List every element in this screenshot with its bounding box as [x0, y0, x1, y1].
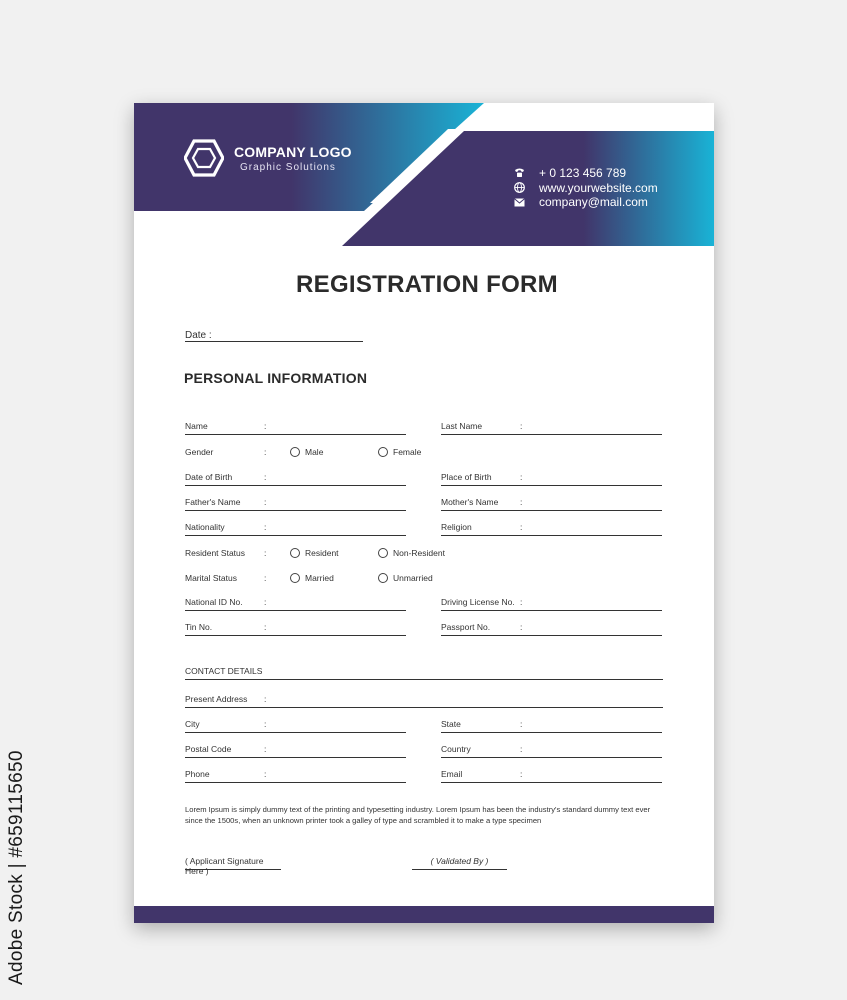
email-label: Email: [441, 769, 463, 779]
state-field[interactable]: [441, 719, 662, 733]
colon: :: [264, 744, 267, 754]
company-logo: [184, 139, 352, 177]
phone-icon: [514, 168, 525, 178]
religion-label: Religion: [441, 522, 472, 532]
colon: :: [520, 622, 523, 632]
lorem-paragraph: Lorem Ipsum is simply dummy text of the printing and typesetting industry. Lorem Ipsum has been the industry's standard dummy text ever since the 1500s, when an unknown printer took a galley of type and scrambled it to make a type specimen: [185, 805, 651, 825]
resident-label: Resident: [305, 548, 339, 558]
name-label: Name: [185, 421, 208, 431]
stock-id-watermark: Adobe Stock | #659115650: [6, 750, 27, 985]
colon: :: [264, 622, 267, 632]
present-address-label: Present Address: [185, 694, 248, 704]
resident-status-label: Resident Status: [185, 548, 246, 558]
driving-license-label: Driving License No.: [441, 597, 515, 607]
marital-status-row: [185, 572, 663, 586]
colon: :: [264, 472, 267, 482]
colon: :: [520, 472, 523, 482]
contact-phone-row: [514, 166, 658, 181]
contact-details-heading: CONTACT DETAILS: [185, 666, 663, 680]
married-label: Married: [305, 573, 334, 583]
female-label: Female: [393, 447, 422, 457]
phone-label: Phone: [185, 769, 210, 779]
colon: :: [264, 694, 267, 704]
state-label: State: [441, 719, 461, 729]
colon: :: [264, 719, 267, 729]
place-of-birth-label: Place of Birth: [441, 472, 492, 482]
colon: :: [264, 522, 267, 532]
radio-circle[interactable]: [378, 573, 388, 583]
religion-field[interactable]: [441, 522, 662, 536]
male-radio[interactable]: [290, 447, 323, 457]
tin-field[interactable]: [185, 622, 406, 636]
postal-code-label: Postal Code: [185, 744, 232, 754]
nationality-field[interactable]: [185, 522, 406, 536]
validated-by-label: ( Validated By ): [430, 856, 489, 866]
country-label: Country: [441, 744, 471, 754]
resident-radio[interactable]: [290, 548, 339, 558]
colon: :: [520, 421, 523, 431]
resident-status-row: [185, 547, 663, 561]
non-resident-label: Non-Resident: [393, 548, 445, 558]
country-field[interactable]: [441, 744, 662, 758]
email-field[interactable]: [441, 769, 662, 783]
radio-circle[interactable]: [378, 447, 388, 457]
colon: :: [264, 548, 267, 558]
colon: :: [264, 497, 267, 507]
contact-website-row: [514, 181, 658, 196]
non-resident-radio[interactable]: [378, 548, 445, 558]
colon: :: [264, 421, 267, 431]
radio-circle[interactable]: [378, 548, 388, 558]
gender-row: [185, 446, 663, 460]
colon: :: [520, 769, 523, 779]
envelope-icon: [514, 198, 525, 207]
contact-phone: + 0 123 456 789: [539, 166, 627, 181]
mothers-name-field[interactable]: [441, 497, 662, 511]
colon: :: [520, 719, 523, 729]
female-radio[interactable]: [378, 447, 421, 457]
city-label: City: [185, 719, 200, 729]
contact-email-row: [514, 195, 658, 210]
colon: :: [520, 597, 523, 607]
city-field[interactable]: [185, 719, 406, 733]
contact-block: [514, 166, 658, 210]
date-of-birth-field[interactable]: [185, 472, 406, 486]
fathers-name-label: Father's Name: [185, 497, 241, 507]
last-name-label: Last Name: [441, 421, 483, 431]
footer-bar: [134, 906, 714, 923]
colon: :: [264, 769, 267, 779]
personal-information-heading: PERSONAL INFORMATION: [184, 370, 368, 386]
married-radio[interactable]: [290, 573, 334, 583]
company-name: COMPANY LOGO: [234, 143, 352, 160]
company-tagline: Graphic Solutions: [240, 161, 336, 173]
tin-label: Tin No.: [185, 622, 213, 632]
globe-icon: [514, 182, 525, 193]
postal-code-field[interactable]: [185, 744, 406, 758]
colon: :: [520, 497, 523, 507]
name-field[interactable]: [185, 421, 406, 435]
applicant-signature-line[interactable]: [185, 856, 281, 876]
passport-field[interactable]: [441, 622, 662, 636]
form-title: REGISTRATION FORM: [296, 271, 558, 298]
radio-circle[interactable]: [290, 573, 300, 583]
colon: :: [264, 573, 267, 583]
nationality-label: Nationality: [185, 522, 225, 532]
unmarried-radio[interactable]: [378, 573, 433, 583]
colon: :: [264, 447, 267, 457]
national-id-label: National ID No.: [185, 597, 243, 607]
driving-license-field[interactable]: [441, 597, 662, 611]
validated-by-line[interactable]: [412, 856, 507, 870]
colon: :: [264, 597, 267, 607]
marital-status-label: Marital Status: [185, 573, 237, 583]
contact-website[interactable]: www.yourwebsite.com: [539, 180, 658, 195]
colon: :: [520, 522, 523, 532]
phone-field[interactable]: [185, 769, 406, 783]
place-of-birth-field[interactable]: [441, 472, 662, 486]
hexagon-logo-icon: [184, 139, 224, 177]
registration-form-page: [134, 103, 714, 923]
unmarried-label: Unmarried: [393, 573, 433, 583]
date-of-birth-label: Date of Birth: [185, 472, 233, 482]
date-field[interactable]: [185, 325, 363, 342]
last-name-field[interactable]: [441, 421, 662, 435]
date-label: Date :: [185, 330, 212, 341]
passport-label: Passport No.: [441, 622, 491, 632]
mothers-name-label: Mother's Name: [441, 497, 499, 507]
radio-circle[interactable]: [290, 447, 300, 457]
national-id-field[interactable]: [185, 597, 406, 611]
gender-label: Gender: [185, 447, 214, 457]
present-address-field[interactable]: [185, 694, 663, 708]
male-label: Male: [305, 447, 324, 457]
applicant-signature-label: ( Applicant Signature Here ): [185, 856, 264, 876]
radio-circle[interactable]: [290, 548, 300, 558]
fathers-name-field[interactable]: [185, 497, 406, 511]
colon: :: [520, 744, 523, 754]
contact-email[interactable]: company@mail.com: [539, 195, 648, 210]
